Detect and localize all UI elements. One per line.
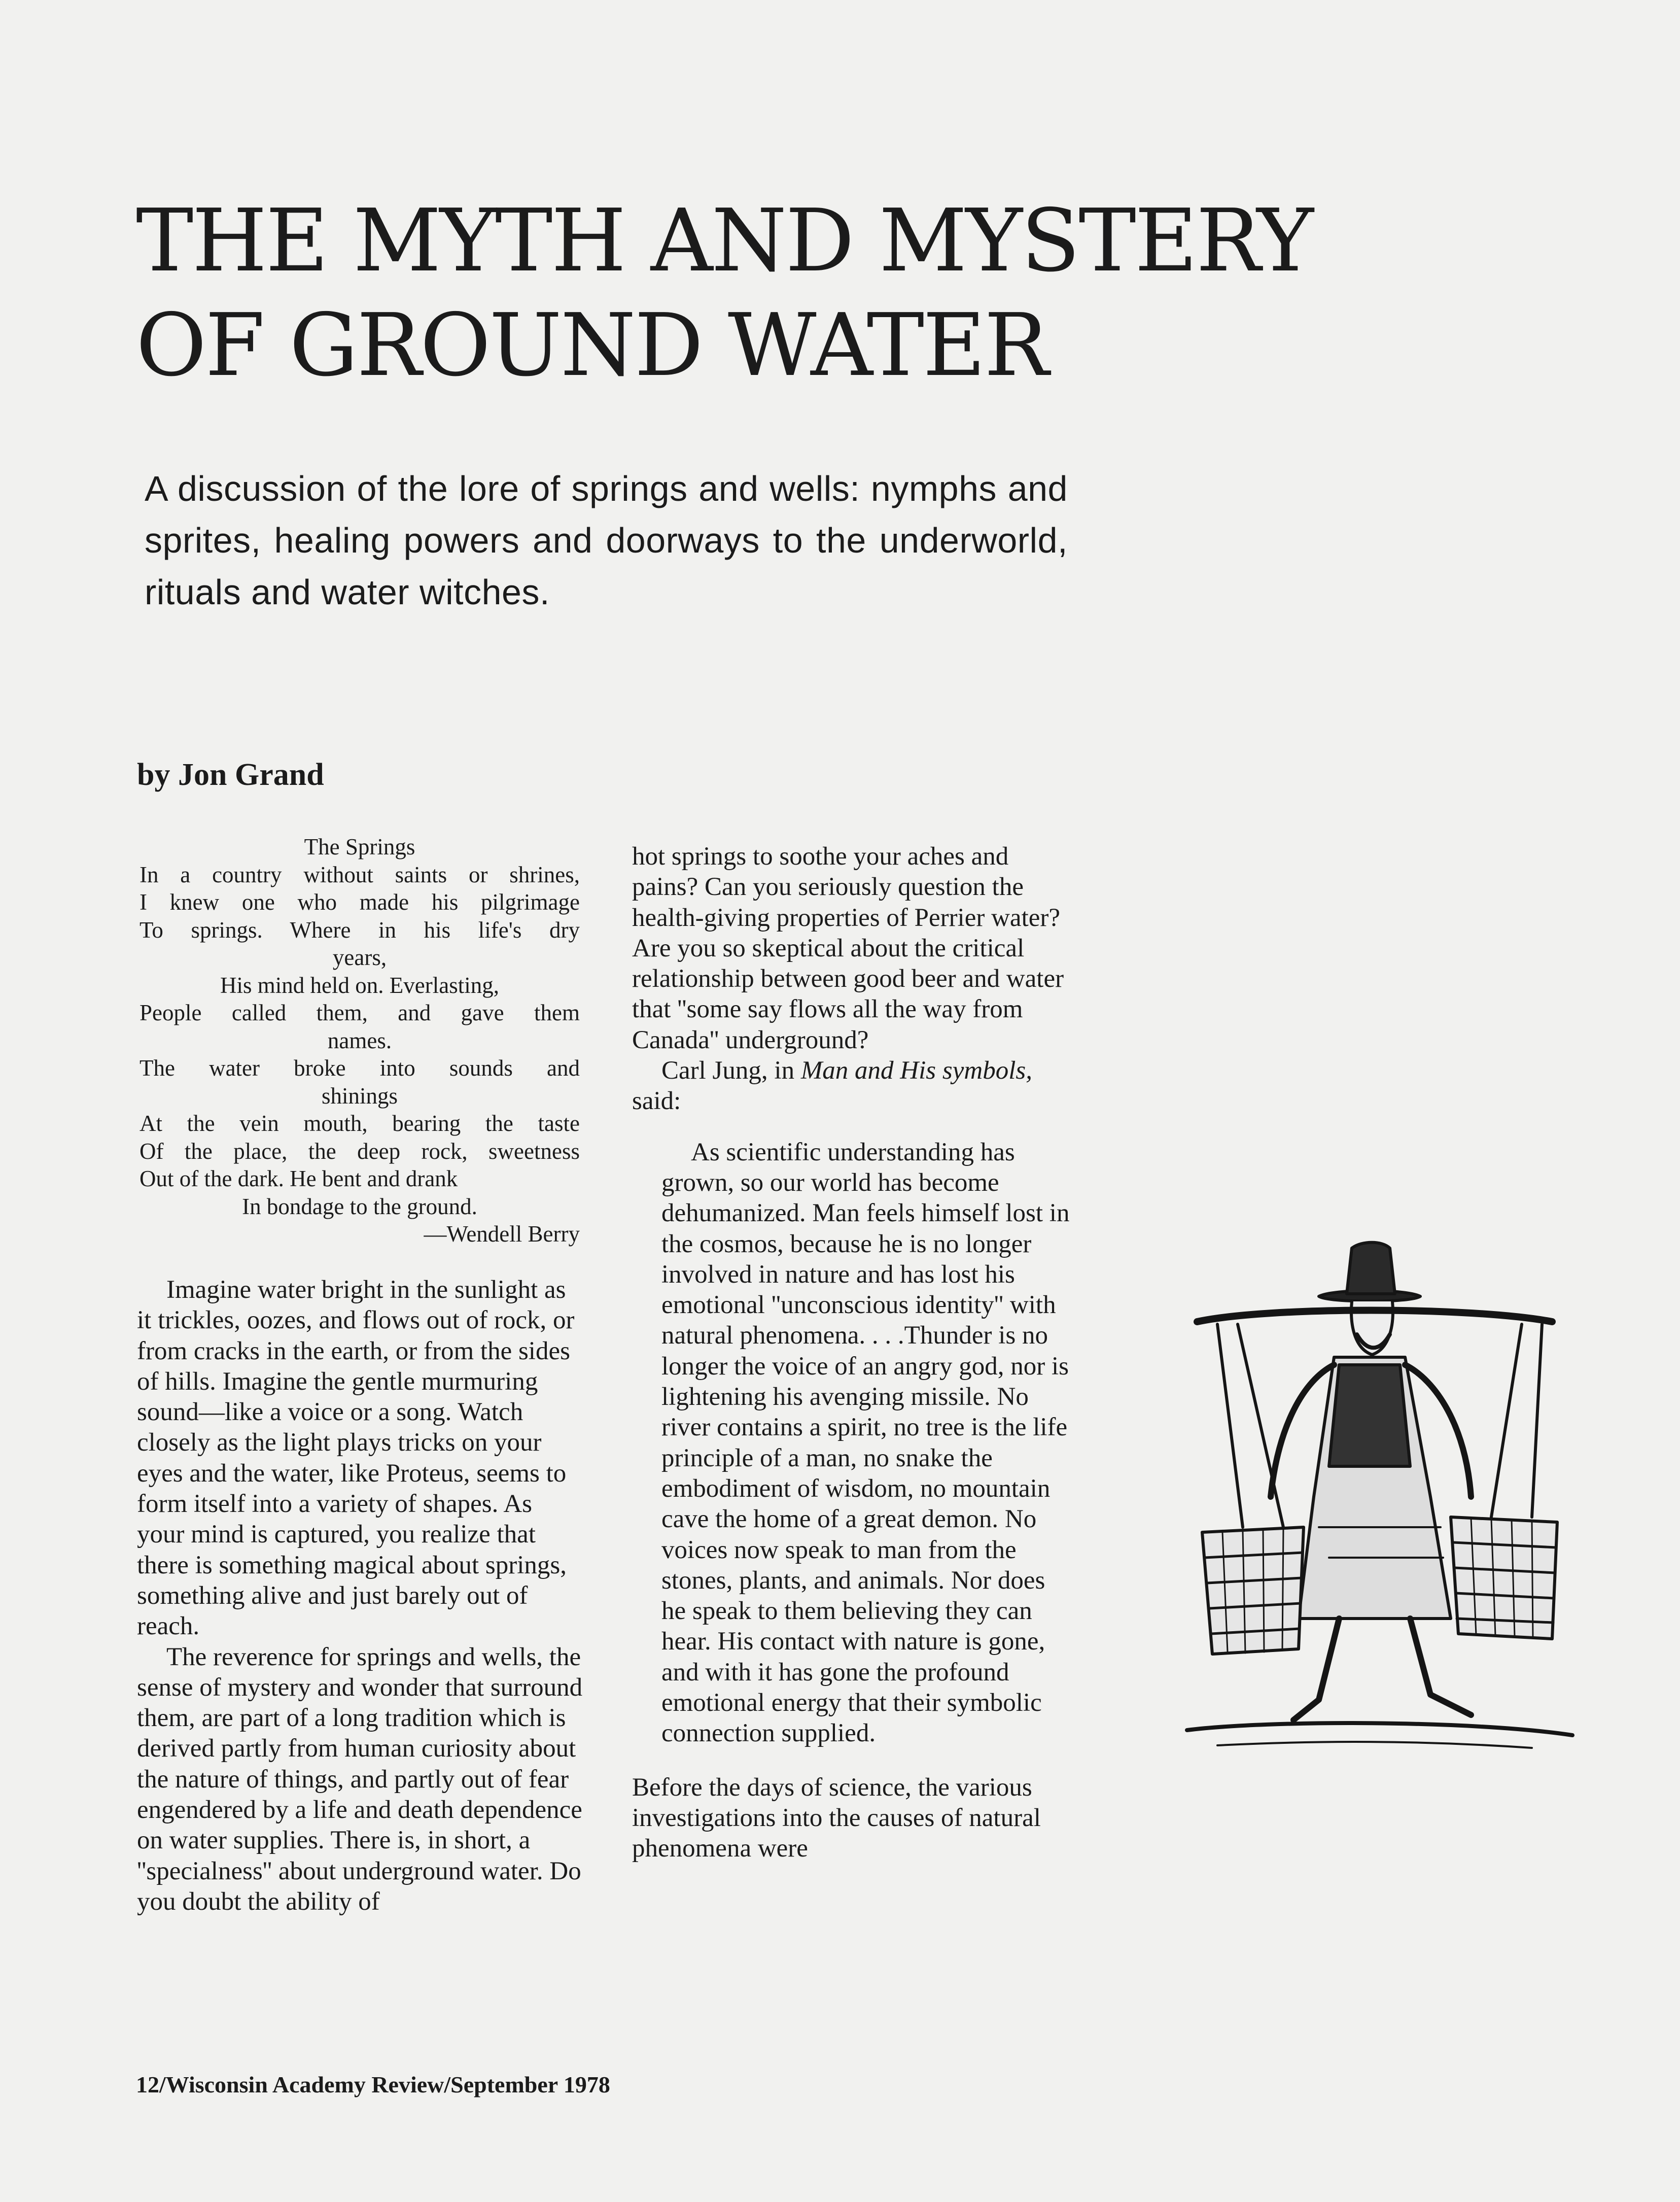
jung-intro-suffix: said:: [632, 1087, 681, 1116]
poem-line: His mind held on. Everlasting,: [220, 972, 499, 998]
poem-line: The water broke into sounds and: [139, 1055, 580, 1081]
poem: [139, 833, 580, 1248]
page-footer: 12/Wisconsin Academy Review/September 1978: [136, 2072, 610, 2097]
article-subtitle: A discussion of the lore of springs and wells: nymphs and sprites, healing powers and doorways to the underworld, rituals and water witches.: [145, 469, 1068, 612]
poem-line: names.: [327, 1027, 392, 1053]
paragraph: Before the days of science, the various investigations into the causes of natural phenomena were: [632, 1773, 1041, 1863]
poem-line: shinings: [321, 1083, 398, 1109]
poem-title: The Springs: [304, 834, 415, 859]
book-title: Man and His symbols,: [800, 1056, 1032, 1085]
poem-line: Of the place, the deep rock, sweetness: [139, 1138, 580, 1164]
quote-text: As scientific understanding has grown, so our world has become dehumanized. Man feels himself lost in the cosmos, because he is no longer involved in nature and has lost his emotional ''unconscious identity'' with natural phenomena. . . .Thunder is no longer the voice of an angry god, nor is lightening his avenging missile. No river contains a spirit, no tree is the life principle of a man, no snake the embodiment of wisdom, no mountain cave the home of a great demon. No voices now speak to man from the stones, plants, and animals. Nor does he speak to them believing they can hear. His contact with nature is gone, and with it has gone the profound emotional energy that their symbolic connection supplied.: [661, 1138, 1070, 1748]
body-column-1: [137, 1275, 583, 1917]
poem-line: I knew one who made his pilgrimage: [139, 889, 580, 915]
poem-line: Out of the dark. He bent and drank: [139, 1166, 458, 1191]
poem-line: In a country without saints or shrines,: [139, 862, 580, 887]
block-quote: [632, 1137, 1073, 1749]
byline: by Jon Grand: [137, 758, 324, 792]
jung-intro-prefix: Carl Jung, in: [661, 1056, 801, 1085]
paragraph: Imagine water bright in the sunlight as it trickles, oozes, and flows out of rock, or from cracks in the earth, or from the sides of hills. Imagine the gentle murmuring sound—like a voice or a song. Watch closely as the light plays tricks on your eyes and the water, like Proteus, seems to form itself into a variety of shapes. As your mind is captured, you realize that there is something magical about springs, something alive and just barely out of reach.: [137, 1276, 575, 1641]
poem-line: In bondage to the ground.: [242, 1193, 477, 1219]
title-line-1: THE MYTH AND MYSTERY: [136, 191, 1312, 291]
poem-attribution: —Wendell Berry: [424, 1221, 580, 1247]
poem-line: years,: [332, 945, 387, 970]
paragraph: hot springs to soothe your aches and pains? Can you seriously question the health-giving properties of Perrier water? Are you so skeptical about the critical relationship between good beer and water that ''some say flows all the way from Canada'' underground?: [632, 842, 1064, 1054]
paragraph-jung-intro: [632, 1055, 1073, 1117]
title-line-2: OF GROUND WATER: [136, 295, 1048, 396]
poem-line: At the vein mouth, bearing the taste: [139, 1111, 580, 1136]
paragraph: The reverence for springs and wells, the sense of mystery and wonder that surround them, are part of a long tradition which is derived partly from human curiosity about the nature of things, and partly out of fear engendered by a life and death dependence on water supplies. There is, in short, a ''specialness'' about underground water. Do you doubt the ability of: [137, 1642, 583, 1916]
poem-line: To springs. Where in his life's dry: [139, 917, 580, 943]
poem-line: People called them, and gave them: [139, 1000, 580, 1025]
body-column-2: [632, 841, 1073, 1864]
water-carrier-illustration: [1167, 1213, 1583, 1761]
article-title: [136, 189, 1455, 398]
